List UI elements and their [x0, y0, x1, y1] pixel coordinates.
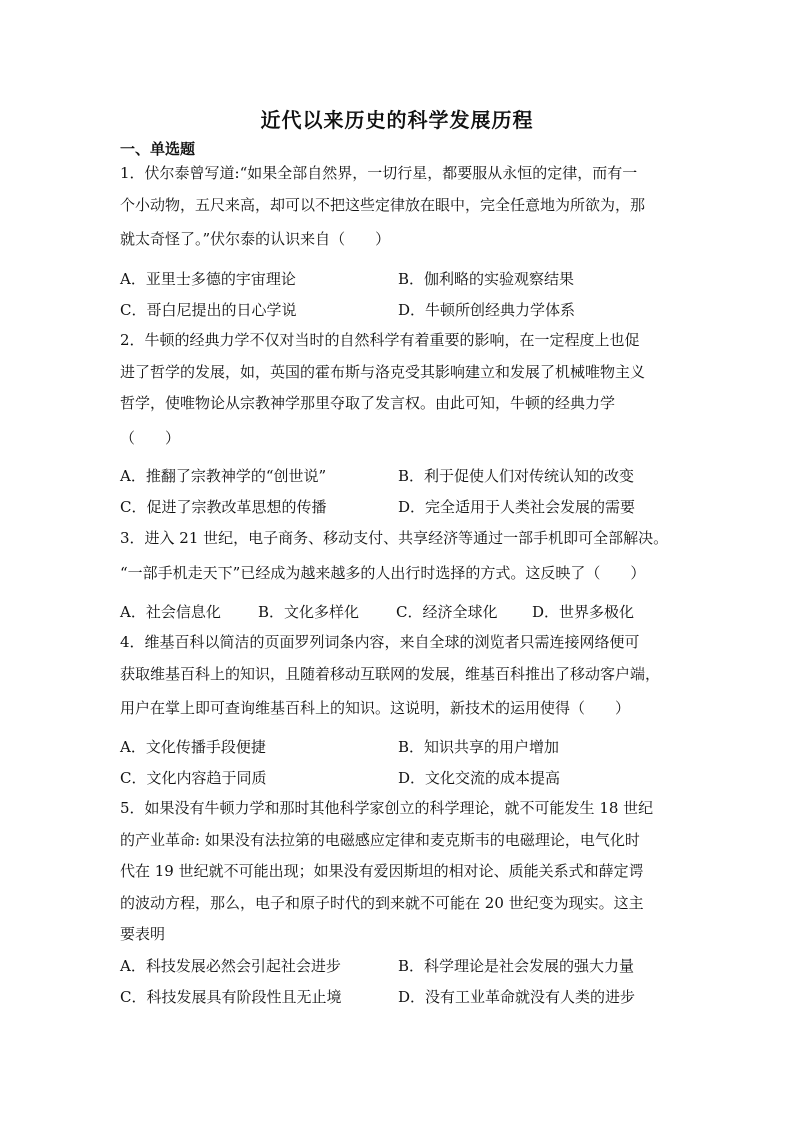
page-title: 近代以来历史的科学发展历程 [260, 108, 534, 132]
question-text-line: 5．如果没有牛顿力学和那时其他科学家创立的科学理论，就不可能发生 18 世纪 [120, 799, 654, 817]
option-b[interactable]: B．科学理论是社会发展的强大力量 [398, 957, 635, 975]
option-a[interactable]: A．推翻了宗教神学的“创世说” [120, 467, 327, 485]
option-a[interactable]: A．科技发展必然会引起社会进步 [120, 957, 341, 975]
option-a[interactable]: A．文化传播手段便捷 [120, 738, 266, 756]
option-b[interactable]: B．利于促使人们对传统认知的改变 [398, 467, 635, 485]
question-text-line: 的产业革命: 如果没有法拉第的电磁感应定律和麦克斯韦的电磁理论，电气化时 [120, 830, 640, 849]
question-text-line: “一部手机走天下”已经成为越来越多的人出行时选择的方式。这反映了（ ） [120, 563, 646, 582]
option-d[interactable]: D．牛顿所创经典力学体系 [398, 301, 576, 319]
question-text-line: 获取维基百科上的知识，且随着移动互联网的发展，维基百科推出了移动客户端， [120, 664, 661, 683]
option-d[interactable]: D．完全适用于人类社会发展的需要 [398, 498, 636, 516]
question-5 [120, 793, 680, 951]
question-text-line: 就太奇怪了。”伏尔泰的认识来自（ ） [120, 230, 391, 248]
option-c[interactable]: C．哥白尼提出的日心学说 [120, 301, 297, 319]
question-text-line: 4．维基百科以简洁的页面罗列词条内容，来自全球的浏览者只需连接网络便可 [120, 633, 640, 651]
question-4 [120, 627, 680, 725]
question-text-line: 个小动物，五尺来高，却可以不把这些定律放在眼中，完全任意地为所欲为，那 [120, 195, 646, 214]
question-text-line: 要表明 [120, 925, 166, 943]
option-b[interactable]: B．知识共享的用户增加 [398, 738, 560, 756]
question-text-line: 代在 19 世纪就不可能出现；如果没有爱因斯坦的相对论、质能关系式和薛定谔 [120, 862, 644, 880]
section-heading: 一、单选题 [120, 140, 196, 158]
question-1-options [120, 268, 680, 330]
option-b[interactable]: B．文化多样化 [258, 603, 360, 621]
option-d[interactable]: D．没有工业革命就没有人类的进步 [398, 988, 636, 1006]
question-text-line: （ ） [120, 428, 181, 447]
question-text-line: 1．伏尔泰曾写道:“如果全部自然界，一切行星，都要服从永恒的定律，而有一 [120, 164, 638, 182]
option-a[interactable]: A．社会信息化 [120, 603, 221, 621]
option-b[interactable]: B．伽利略的实验观察结果 [398, 270, 575, 288]
option-d[interactable]: D．世界多极化 [532, 603, 635, 621]
option-c[interactable]: C．经济全球化 [396, 603, 498, 621]
question-3 [120, 523, 680, 589]
question-2 [120, 325, 680, 454]
question-4-options [120, 736, 680, 798]
question-text-line: 3．进入 21 世纪，电子商务、移动支付、共享经济等通过一部手机即可全部解决。 [120, 529, 669, 547]
question-text-line: 2．牛顿的经典力学不仅对当时的自然科学有着重要的影响，在一定程度上也促 [120, 331, 640, 349]
question-text-line: 的波动方程，那么，电子和原子时代的到来就不可能在 20 世纪变为现实。这主 [120, 893, 644, 912]
question-text-line: 用户在掌上即可查询维基百科上的知识。这说明，新技术的运用使得（ ） [120, 699, 631, 717]
question-text-line: 哲学，使唯物论从宗教神学那里夺取了发言权。由此可知，牛顿的经典力学 [120, 394, 616, 412]
option-c[interactable]: C．文化内容趋于同质 [120, 769, 267, 787]
option-d[interactable]: D．文化交流的成本提高 [398, 769, 561, 787]
option-a[interactable]: A．亚里士多德的宇宙理论 [120, 270, 296, 288]
question-2-options [120, 465, 680, 527]
question-1 [120, 158, 680, 256]
option-c[interactable]: C．促进了宗教改革思想的传播 [120, 498, 327, 516]
question-text-line: 进了哲学的发展，如，英国的霍布斯与洛克受其影响建立和发展了机械唯物主义 [120, 362, 646, 381]
option-c[interactable]: C．科技发展具有阶段性且无止境 [120, 988, 342, 1006]
question-5-options [120, 955, 680, 1017]
